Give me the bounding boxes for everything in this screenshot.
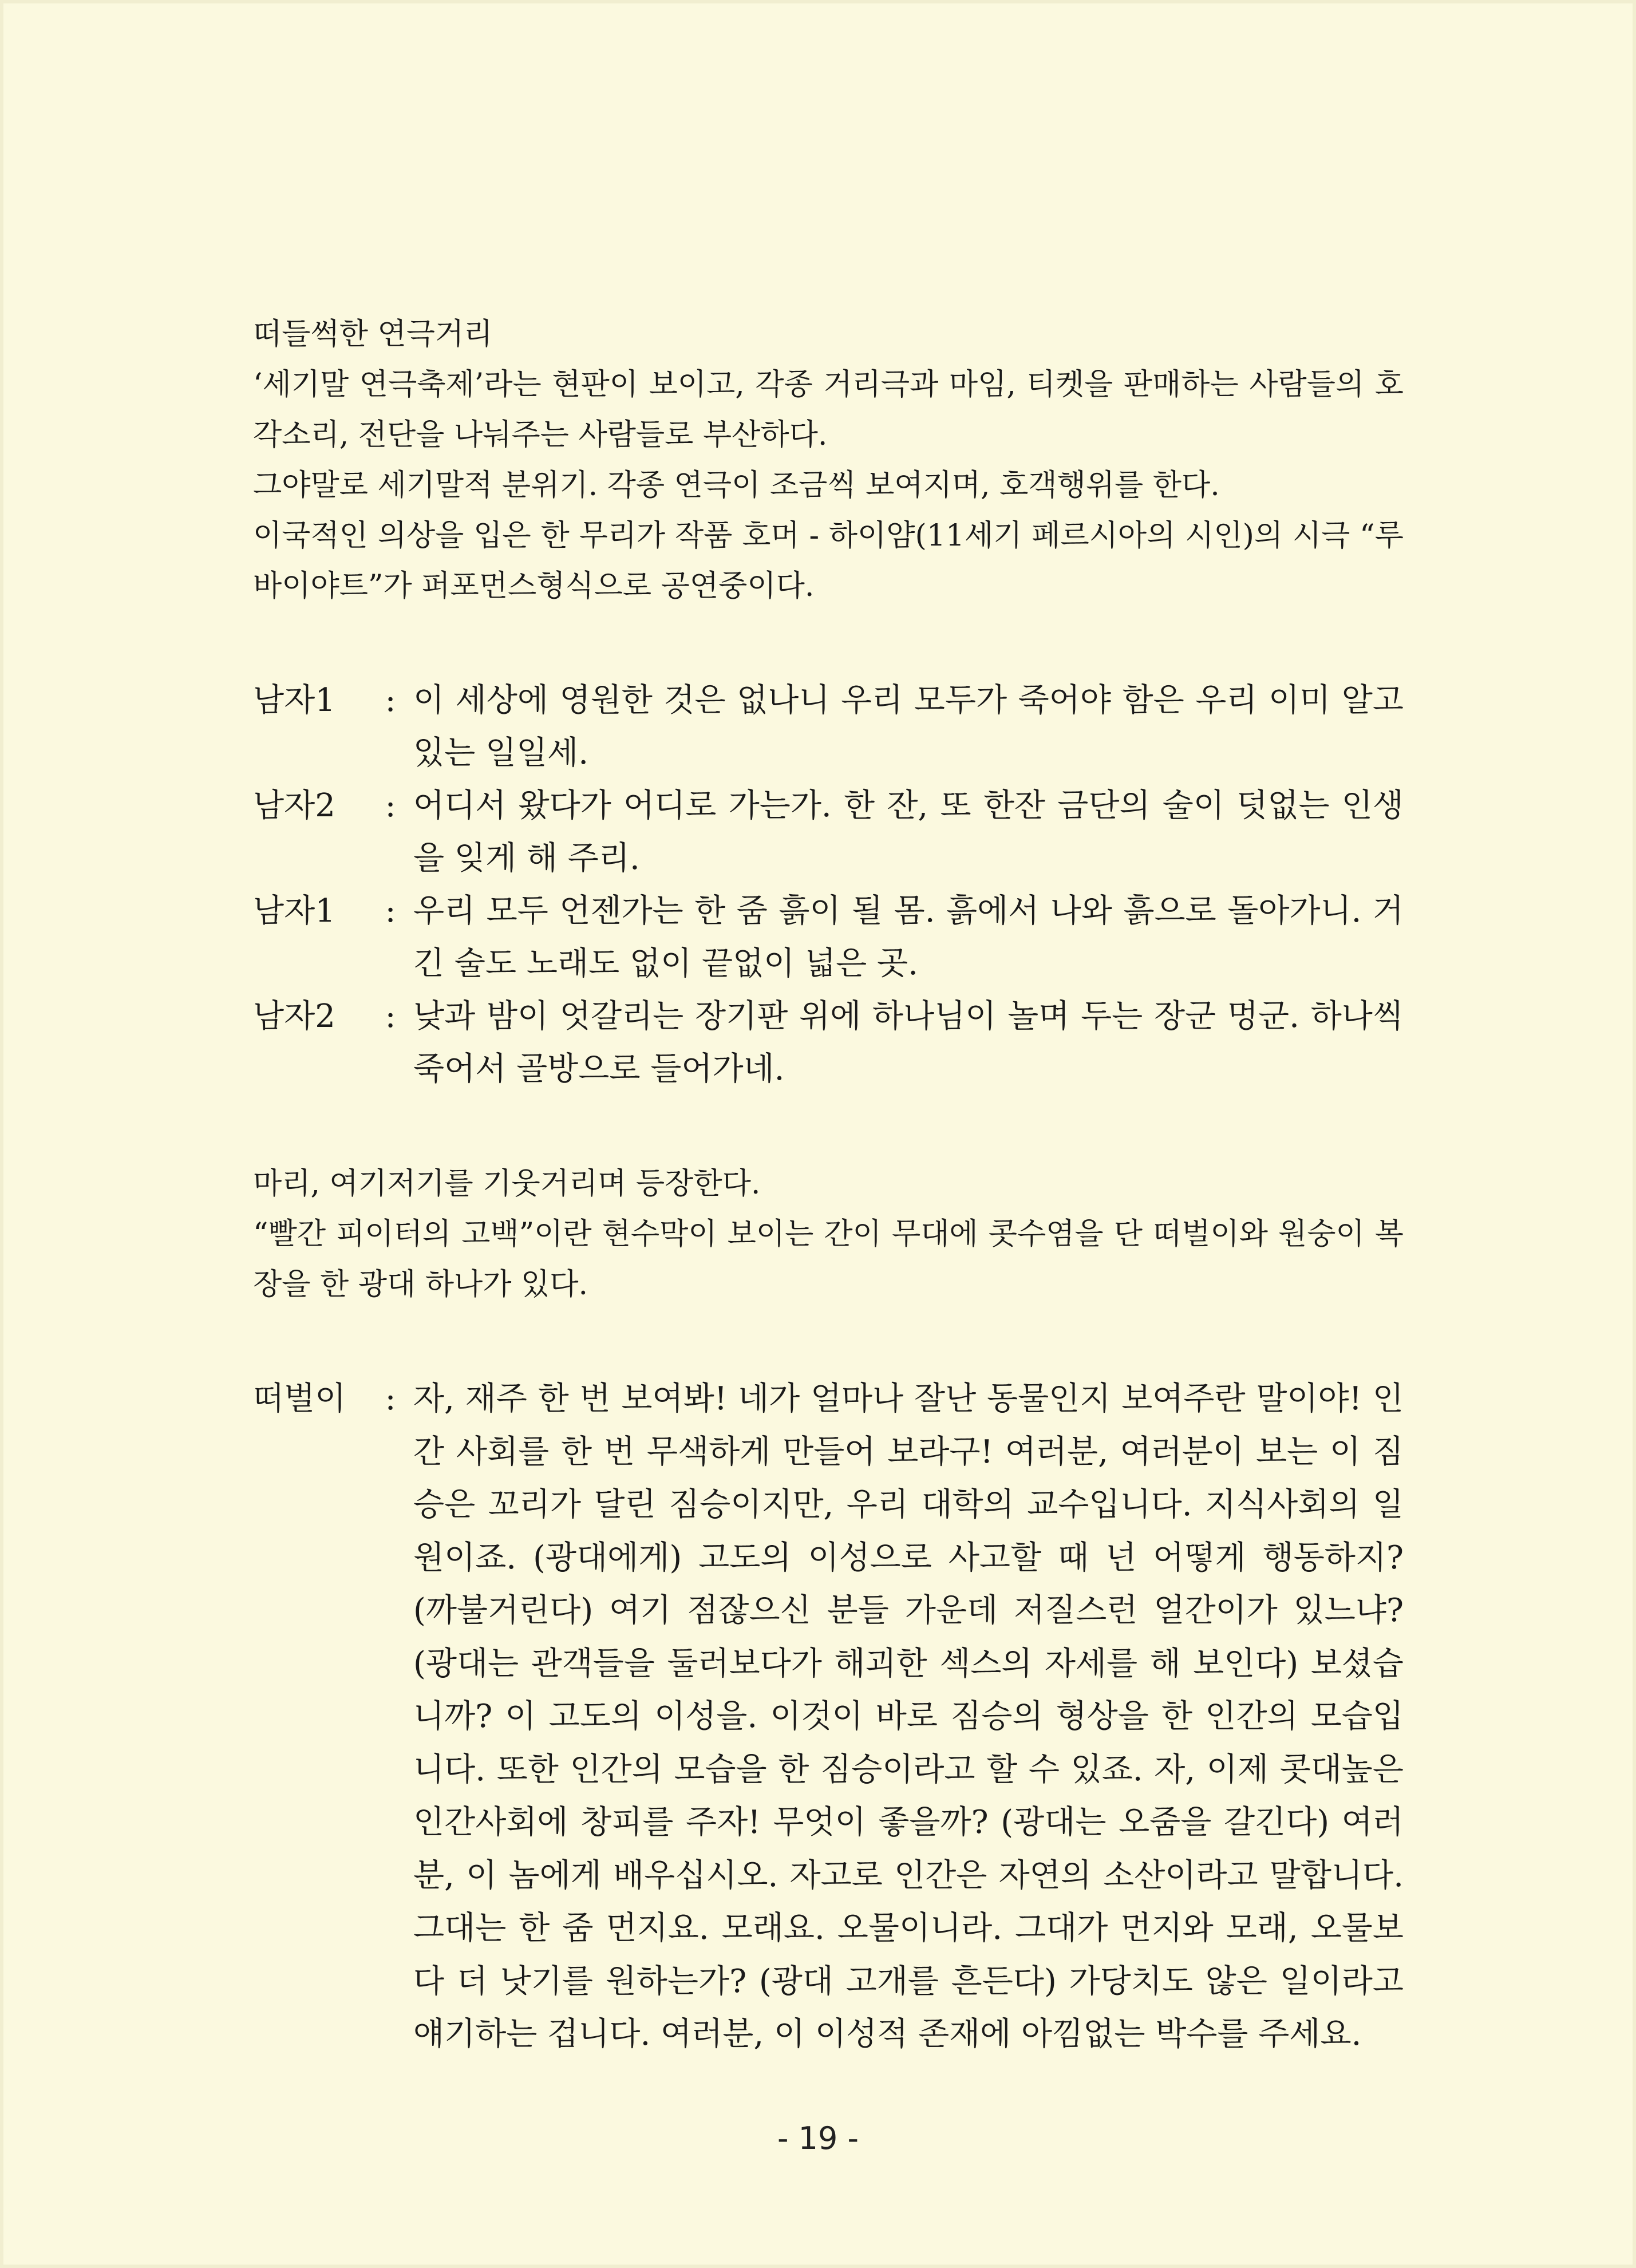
dialogue-line [253,990,1404,1096]
stage-direction-marie [253,1159,1404,1310]
scene-heading: 떠들썩한 연극거리 [253,317,493,351]
page-number: - 19 - [777,2120,859,2156]
dialogue-block-rubaiyat [253,674,1404,1096]
stage-direction-opening [253,309,1404,611]
speaker-colon: : [385,892,396,930]
speaker-name: 남자2 [253,787,335,824]
speaker-colon: : [385,682,396,719]
speaker-name: 남자1 [253,892,335,930]
stage-direction-line: 마리, 여기저기를 기웃거리며 등장한다. [253,1167,761,1201]
speaker-colon: : [385,787,396,824]
speaker-name: 남자2 [253,998,335,1035]
speaker-name: 남자1 [253,682,335,719]
dialogue-line [253,780,1404,885]
speaker-colon: : [385,1380,396,1417]
stage-direction-line: 그야말로 세기말적 분위기. 각종 연극이 조금씩 보여지며, 호객행위를 한다. [253,468,1220,503]
speaker-colon: : [385,998,396,1035]
speech-text: 이 세상에 영원한 것은 없나니 우리 모두가 죽어야 함은 우리 이미 알고 있는 일일세. [413,682,1404,772]
script-page-body [253,309,1404,2061]
stage-direction-line: 이국적인 의상을 입은 한 무리가 작품 호머 - 하이얌(11세기 페르시아의 시인)의 시극 “루바이야트”가 퍼포먼스형식으로 공연중이다. [253,519,1404,603]
dialogue-line-tteobeori [253,1373,1404,2061]
speech-text: 우리 모두 언젠가는 한 줌 흙이 될 몸. 흙에서 나와 흙으로 돌아가니. 거긴 술도 노래도 없이 끝없이 넓은 곳. [413,892,1404,982]
speech-text: 낮과 밤이 엇갈리는 장기판 위에 하나님이 놀며 두는 장군 멍군. 하나씩 죽어서 골방으로 들어가네. [413,998,1404,1088]
speech-text: 어디서 왔다가 어디로 가는가. 한 잔, 또 한잔 금단의 술이 덧없는 인생을 잊게 해 주리. [413,787,1404,877]
stage-direction-line: “빨간 피이터의 고백”이란 현수막이 보이는 간이 무대에 콧수염을 단 떠벌이와 원숭이 복장을 한 광대 하나가 있다. [253,1217,1404,1302]
dialogue-line [253,674,1404,780]
speech-text: 자, 재주 한 번 보여봐! 네가 얼마나 잘난 동물인지 보여주란 말이야! 인간 사회를 한 번 무색하게 만들어 보라구! 여러분, 여러분이 보는 이 짐승은 꼬리가 달린 짐승이지만, 우리 대학의 교수입니다. 지식사회의 일원이죠. (광대에게) 고도의 이성으로 사고할 때 넌 어떻게 행동하지? (까불거린다) 여기 점잖으신 분들 가운데 저질스런 얼간이가 있느냐? (광대는 관객들을 둘러보다가 해괴한 섹스의 자세를 해 보인다) 보셨습니까? 이 고도의 이성을. 이것이 바로 짐승의 형상을 한 인간의 모습입니다. 또한 인간의 모습을 한 짐승이라고 할 수 있죠. 자, 이제 콧대높은 인간사회에 창피를 주자! 무엇이 좋을까? (광대는 오줌을 갈긴다) 여러분, 이 놈에게 배우십시오. 자고로 인간은 자연의 소산이라고 말합니다. 그대는 한 줌 먼지요. 모래요. 오물이니라. 그대가 먼지와 모래, 오물보다 더 낫기를 원하는가? (광대 고개를 흔든다) 가당치도 않은 일이라고 얘기하는 겁니다. 여러분, 이 이성적 존재에 아낌없는 박수를 주세요. [413,1380,1404,2053]
speaker-name: 떠벌이 [253,1380,346,1417]
dialogue-line [253,885,1404,990]
stage-direction-line: ‘세기말 연극축제’라는 현판이 보이고, 각종 거리극과 마임, 티켓을 판매하는 사람들의 호각소리, 전단을 나눠주는 사람들로 부산하다. [253,368,1404,452]
